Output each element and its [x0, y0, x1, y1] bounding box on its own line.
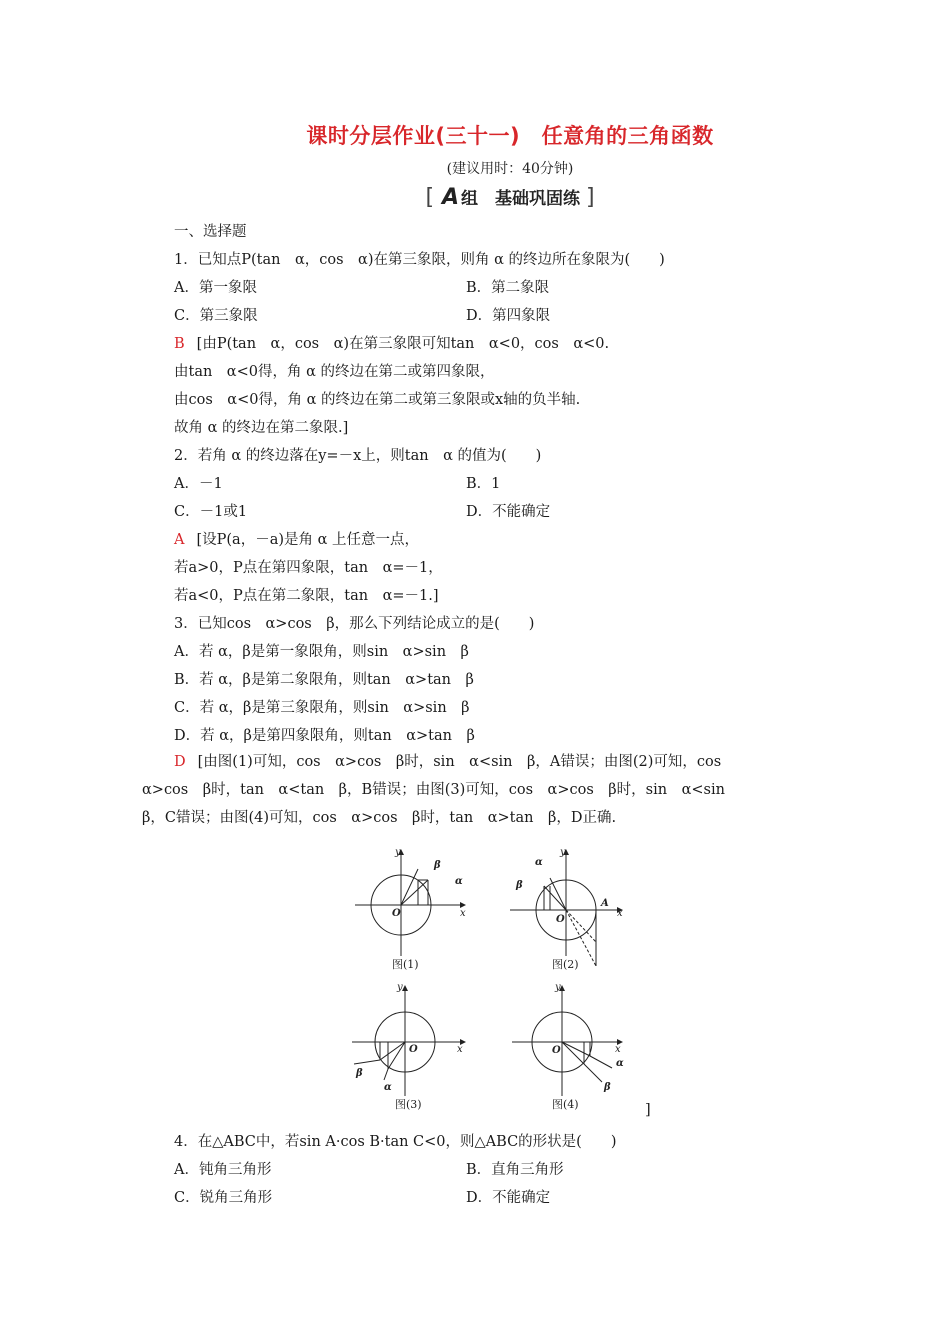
q3-option-d: D．若 α，β是第四象限角，则tan α>tan β — [174, 728, 475, 744]
fig3-caption: 图(3) — [395, 1098, 422, 1111]
q3-explanation — [174, 752, 721, 772]
q2-option-c: C．－1或1 — [174, 504, 248, 520]
fig4-beta-label: β — [604, 1082, 611, 1093]
suggested-time: (建议用时：40分钟) — [446, 161, 574, 177]
fig4-caption: 图(4) — [552, 1098, 579, 1111]
q2-exp-line1: [设P(a，－a)是角 α 上任意一点， — [196, 532, 420, 548]
fig1-y-label: y — [395, 847, 401, 858]
group-letter: A — [441, 185, 460, 210]
q3-exp-line1: [由图(1)可知，cos α>cos β时，sin α<sin β，A错误；由图(2)可知，cos — [197, 754, 722, 770]
fig4-y-label: y — [555, 982, 561, 993]
q1-exp-line4: 故角 α 的终边在第二象限.] — [174, 420, 349, 436]
fig4-alpha-label: α — [616, 1058, 624, 1069]
q4-option-d: D．不能确定 — [466, 1190, 551, 1206]
figure-3 — [352, 982, 465, 1111]
page-title: 课时分层作业(三十一) 任意角的三角函数 — [306, 124, 714, 148]
q3-exp-line2: α>cos β时，tan α<tan β，B错误；由图(3)可知，cos α>cos β时，sin α<sin — [142, 782, 725, 798]
fig2-y-label: y — [560, 847, 566, 858]
q1-exp-line2: 由tan α<0得，角 α 的终边在第二或第四象限， — [174, 364, 495, 380]
group-bracket-open: [ — [425, 185, 435, 210]
fig2-beta-label: β — [516, 880, 523, 891]
q1-option-d: D．第四象限 — [466, 308, 551, 324]
q2-option-d: D．不能确定 — [466, 504, 551, 520]
q1-explanation — [174, 334, 609, 354]
q1-option-c: C．第三象限 — [174, 308, 258, 324]
fig4-x-label: x — [615, 1044, 621, 1055]
fig3-origin-label: O — [409, 1044, 418, 1055]
q1-option-a: A．第一象限 — [174, 280, 257, 296]
fig2-origin-label: O — [556, 914, 565, 925]
q2-exp-line3: 若a<0，P点在第二象限，tan α=－1.] — [174, 588, 439, 604]
q2-stem: 2．若角 α 的终边落在y=－x上，则tan α 的值为( ) — [174, 448, 542, 464]
q2-answer: A — [174, 532, 185, 548]
q4-stem: 4．在△ABC中，若sin A·cos B·tan C<0，则△ABC的形状是( ) — [174, 1134, 617, 1150]
fig4-origin-label: O — [552, 1045, 561, 1056]
q4-option-b: B．直角三角形 — [466, 1162, 564, 1178]
fig3-y-label: y — [397, 982, 403, 993]
q1-stem: 1．已知点P(tan α，cos α)在第三象限，则角 α 的终边所在象限为( ) — [174, 252, 665, 268]
fig3-x-label: x — [457, 1044, 463, 1055]
q3-option-a: A．若 α，β是第一象限角，则sin α>sin β — [174, 644, 469, 660]
q3-explanation-close: ] — [645, 1102, 651, 1118]
figure-4 — [512, 982, 624, 1111]
fig1-x-label: x — [460, 908, 466, 919]
fig2-x-label: x — [617, 908, 623, 919]
q1-exp-line1: [由P(tan α，cos α)在第三象限可知tan α<0，cos α<0. — [196, 336, 610, 352]
q2-option-a: A．－1 — [174, 476, 223, 492]
fig2-caption: 图(2) — [552, 958, 579, 971]
q1-answer: B — [174, 336, 185, 352]
q3-option-c: C．若 α，β是第三象限角，则sin α>sin β — [174, 700, 470, 716]
q4-option-a: A．钝角三角形 — [174, 1162, 272, 1178]
fig1-alpha-label: α — [455, 876, 463, 887]
q1-exp-line3: 由cos α<0得，角 α 的终边在第二或第三象限或x轴的负半轴. — [174, 392, 581, 408]
q3-stem: 3．已知cos α>cos β，那么下列结论成立的是( ) — [174, 616, 535, 632]
q3-exp-line3: β，C错误；由图(4)可知，cos α>cos β时，tan α>tan β，D正确. — [142, 810, 617, 826]
fig1-caption: 图(1) — [392, 958, 419, 971]
q1-option-b: B．第二象限 — [466, 280, 550, 296]
fig3-alpha-label: α — [384, 1082, 392, 1093]
section-heading: 一、选择题 — [174, 224, 247, 240]
fig2-alpha-label: α — [535, 857, 543, 868]
figure-2 — [510, 847, 623, 971]
group-label: 组 基础巩固练 — [461, 189, 581, 209]
q2-explanation — [174, 530, 419, 550]
group-heading — [0, 184, 950, 210]
unit-circle-figures — [340, 838, 640, 1120]
q3-answer: D — [174, 754, 186, 770]
fig3-beta-label: β — [356, 1068, 363, 1079]
fig1-beta-label: β — [434, 860, 441, 871]
q3-option-b: B．若 α，β是第二象限角，则tan α>tan β — [174, 672, 474, 688]
q4-option-c: C．锐角三角形 — [174, 1190, 273, 1206]
fig2-point-a-label: A — [601, 898, 609, 909]
q2-exp-line2: 若a>0，P点在第四象限，tan α=－1， — [174, 560, 443, 576]
group-bracket-close: ] — [585, 185, 595, 210]
figure-1 — [355, 847, 466, 971]
q2-option-b: B．1 — [466, 476, 501, 492]
fig1-origin-label: O — [392, 908, 401, 919]
